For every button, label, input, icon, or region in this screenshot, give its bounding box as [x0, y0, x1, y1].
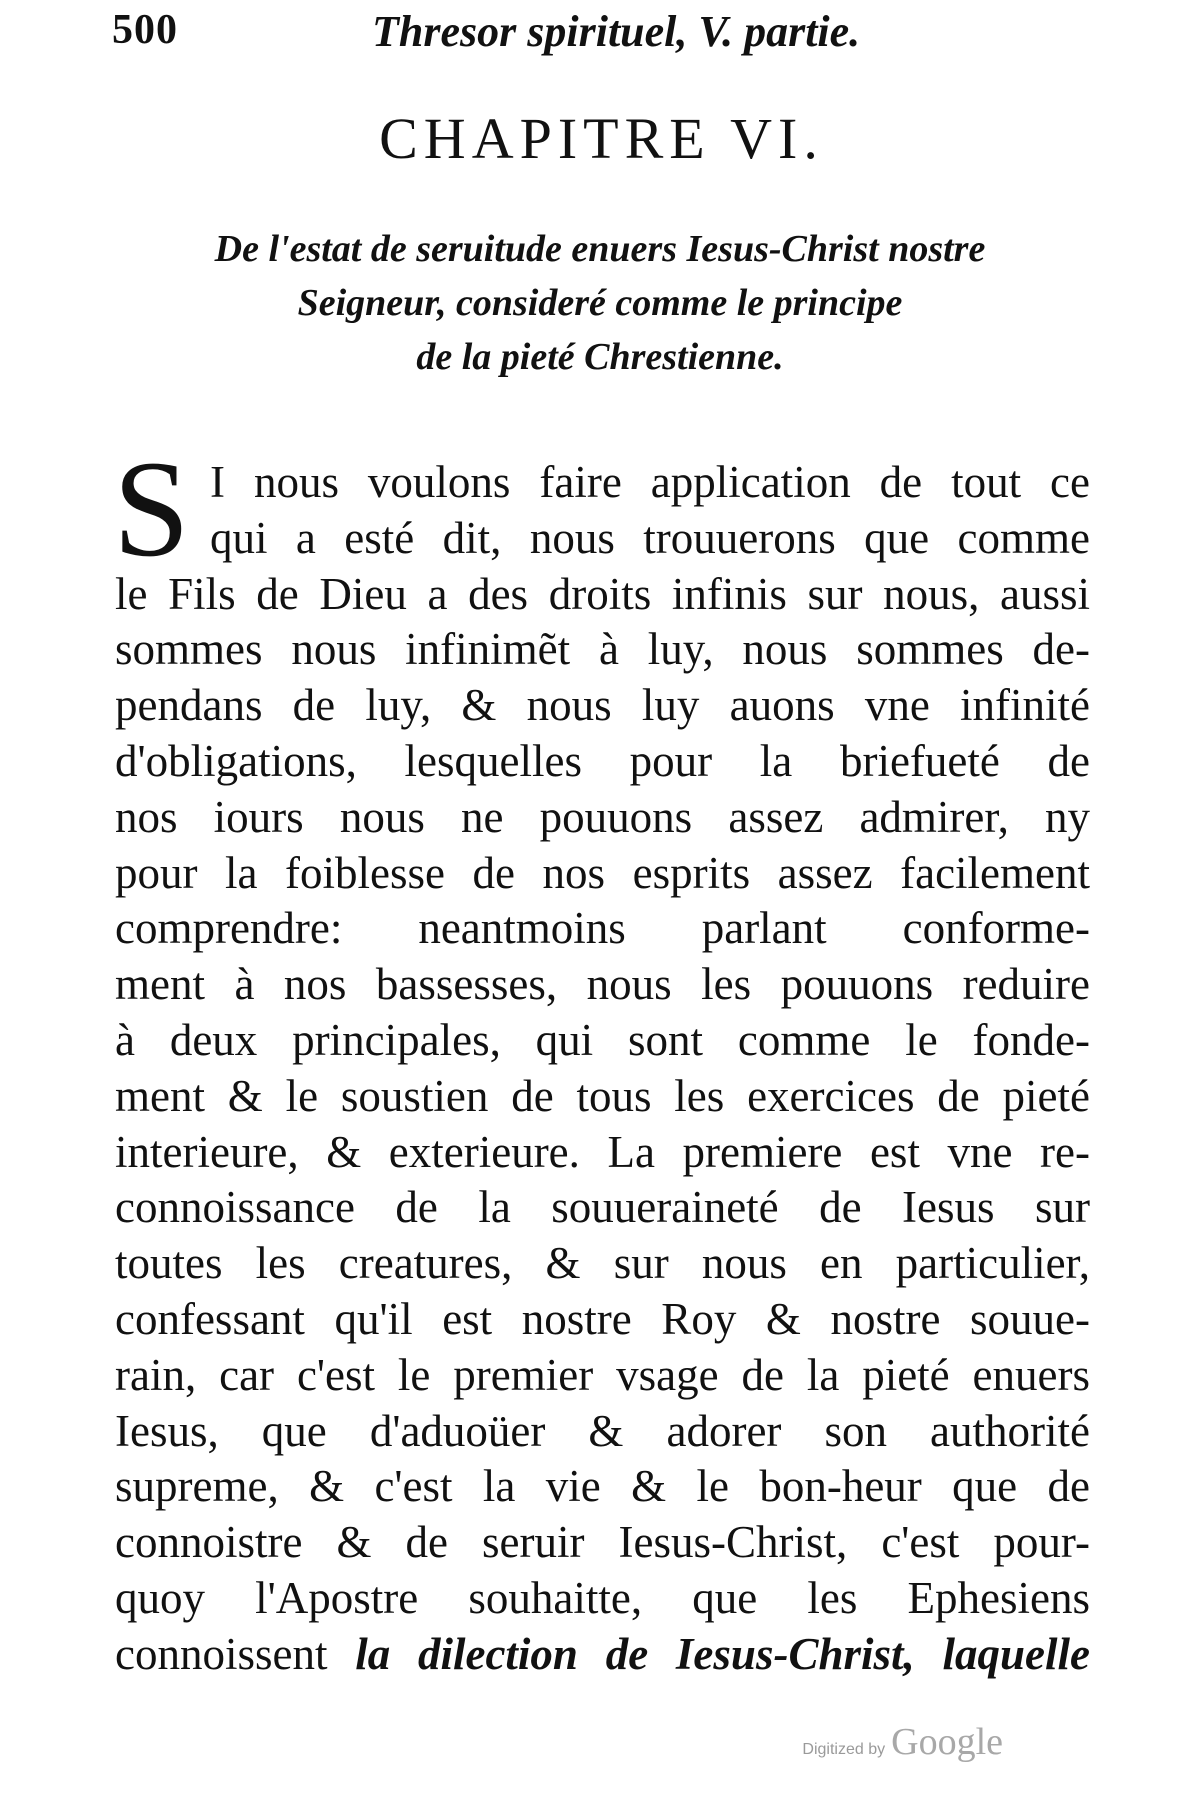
last-line-italic: la dilection de Iesus-Christ, laquelle [355, 1628, 1090, 1679]
text-line: interieure, & exterieure. La premiere est vne re- [115, 1126, 1090, 1177]
text-line: nos iours nous ne pouuons assez admirer, ny [115, 791, 1090, 842]
text-line: qui a esté dit, nous trouuerons que comme [210, 512, 1090, 563]
last-line-roman: connoissent [115, 1628, 328, 1679]
text-line: toutes les creatures, & sur nous en particulier, [115, 1238, 1090, 1289]
text-line: connoistre & de seruir Iesus-Christ, c'est pour- [115, 1517, 1090, 1568]
text-line: sommes nous infinimẽt à luy, nous sommes de- [115, 624, 1090, 675]
text-line: quoy l'Apostre souhaitte, que les Ephesiens [115, 1572, 1090, 1623]
text-line: Iesus, que d'aduoüer & adorer son authorité [115, 1405, 1090, 1456]
subtitle-line: de la pieté Chrestienne. [416, 336, 784, 378]
text-line: connoissance de la souueraineté de Iesus sur [115, 1182, 1090, 1233]
text-line: pour la foiblesse de nos esprits assez facilement [115, 847, 1090, 898]
subtitle-line: De l'estat de seruitude enuers Iesus-Christ nostre [214, 228, 986, 270]
text-line: confessant qu'il est nostre Roy & nostre souue- [115, 1293, 1090, 1344]
google-logo: Google [891, 1721, 1003, 1763]
running-title: Thresor spirituel, V. partie. [372, 7, 861, 56]
text-line: comprendre: neantmoins parlant conforme- [115, 903, 1090, 954]
text-line: d'obligations, lesquelles pour la briefueté de [115, 735, 1090, 786]
text-line: ment à nos bassesses, nous les pouuons reduire [115, 959, 1090, 1010]
chapter-subtitle [150, 222, 1050, 384]
text-line: rain, car c'est le premier vsage de la pieté enuers [115, 1349, 1090, 1400]
text-line: I nous voulons faire application de tout ce [210, 457, 1090, 507]
chapter-heading: CHAPITRE VI. [379, 106, 824, 171]
drop-cap: S [113, 432, 190, 585]
digitized-label: Digitized by [802, 1741, 886, 1758]
subtitle-line: Seigneur, consideré comme le principe [297, 282, 903, 324]
text-line: ment & le soustien de tous les exercices de pieté [115, 1070, 1090, 1121]
text-line-last [115, 1627, 1090, 1683]
text-line: supreme, & c'est la vie & le bon-heur que de [115, 1461, 1090, 1512]
page-number: 500 [112, 7, 178, 53]
text-line: à deux principales, qui sont comme le fonde- [115, 1014, 1090, 1065]
running-head [112, 6, 1042, 66]
body-text [113, 432, 1090, 1683]
text-line: le Fils de Dieu a des droits infinis sur nous, aussi [115, 568, 1090, 619]
text-line: pendans de luy, & nous luy auons vne infinité [115, 680, 1090, 731]
digitization-stamp [802, 1720, 1003, 1764]
